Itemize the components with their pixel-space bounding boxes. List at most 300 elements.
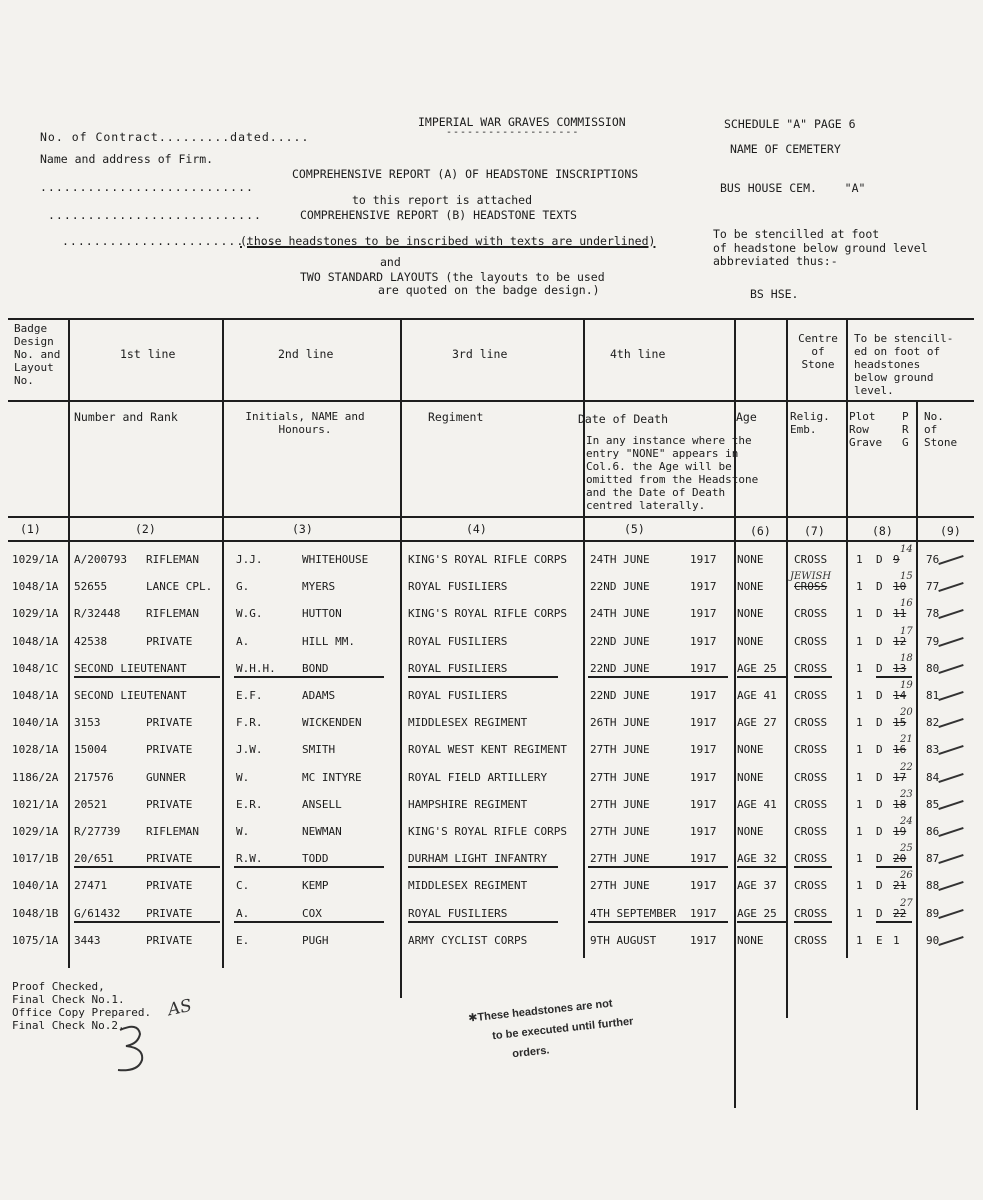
none-note-l3: Col.6. the Age will be: [586, 460, 732, 473]
col-num-2: (2): [135, 522, 156, 536]
relig-cell: CROSS: [794, 934, 828, 947]
stamp-line-3: orders.: [511, 1044, 551, 1061]
year-cell: 1917: [690, 852, 717, 865]
badge-cell: 1048/1A: [12, 635, 59, 648]
stone-no-header-l2: of: [924, 423, 938, 436]
firm-label: Name and address of Firm.: [40, 152, 214, 166]
year-cell: 1917: [690, 635, 717, 648]
none-note-l1: In any instance where the: [586, 434, 752, 447]
year-cell: 1917: [690, 716, 717, 729]
row-cell: D: [876, 798, 883, 811]
date-death-header: Date of Death: [578, 412, 669, 426]
row-cell: D: [876, 852, 883, 865]
age-cell: NONE: [737, 771, 764, 784]
centre-header: [792, 332, 844, 371]
plot-cell: 1: [856, 662, 863, 675]
date-cell: 22ND JUNE: [590, 662, 650, 675]
age-cell: NONE: [737, 934, 764, 947]
rank-cell: RIFLEMAN: [146, 607, 199, 620]
number-cell: 20/651: [74, 852, 114, 865]
grave-cell: 19: [893, 825, 907, 838]
badge-cell: 1017/1B: [12, 852, 59, 865]
regiment-header: Regiment: [428, 410, 484, 424]
row-cell: D: [876, 553, 883, 566]
grave-correction: 26: [900, 870, 913, 881]
name-cell: MC INTYRE: [302, 771, 362, 784]
initials-header-l1: Initials, NAME and: [245, 410, 365, 423]
table-row: [0, 898, 983, 927]
grave-correction: 19: [900, 680, 913, 691]
underline-mark: [234, 921, 384, 923]
initials-cell: W.: [236, 771, 250, 784]
table-colnum-rule: [8, 516, 974, 518]
initials-cell: G.: [236, 580, 250, 593]
stencil-header: [854, 332, 953, 397]
stone-no-header-l3: Stone: [924, 436, 958, 449]
date-cell: 22ND JUNE: [590, 635, 650, 648]
year-cell: 1917: [690, 771, 717, 784]
and-text: and: [380, 255, 401, 269]
date-cell: 26TH JUNE: [590, 716, 650, 729]
underline-mark: [794, 676, 832, 678]
none-note-l4: omitted from the Headstone: [586, 473, 759, 486]
number-cell: 42538: [74, 635, 108, 648]
plot-cell: 1: [856, 771, 863, 784]
badge-cell: 1075/1A: [12, 934, 59, 947]
initials-header-l2: Honours.: [278, 423, 332, 436]
line1-header: 1st line: [120, 347, 176, 361]
table-row: [0, 843, 983, 872]
name-cell: HILL MM.: [302, 635, 355, 648]
rank-cell: PRIVATE: [146, 798, 193, 811]
regiment-cell: ROYAL FUSILIERS: [408, 635, 508, 648]
number-cell: 3153: [74, 716, 101, 729]
stone-cell: 82: [926, 716, 940, 729]
name-cell: BOND: [302, 662, 329, 675]
badge-cell: 1028/1A: [12, 743, 59, 756]
col-num-4: (4): [466, 522, 487, 536]
grave-cell: 18: [893, 798, 907, 811]
stone-cell: 76: [926, 553, 940, 566]
name-cell: KEMP: [302, 879, 329, 892]
rank-cell: PRIVATE: [146, 743, 193, 756]
check-tick-mark: [938, 936, 963, 946]
plot-header: [849, 410, 882, 449]
none-note-l6: centred laterally.: [586, 499, 706, 512]
title-rule: -------------------: [446, 127, 580, 138]
relig-cell: CROSS: [794, 825, 828, 838]
plot-cell: 1: [856, 934, 863, 947]
initials-header: [230, 410, 380, 436]
initials-cell: E.F.: [236, 689, 263, 702]
rank-cell: LANCE CPL.: [146, 580, 213, 593]
underline-mark: [234, 676, 384, 678]
date-cell: 27TH JUNE: [590, 879, 650, 892]
grave-correction: 27: [900, 898, 913, 909]
regiment-cell: KING'S ROYAL RIFLE CORPS: [408, 825, 567, 838]
date-cell: 24TH JUNE: [590, 607, 650, 620]
row-cell: D: [876, 716, 883, 729]
row-cell: D: [876, 635, 883, 648]
plot-cell: 1: [856, 743, 863, 756]
initials-cell: A.: [236, 907, 250, 920]
underline-mark: [588, 866, 728, 868]
table-row: [0, 653, 983, 682]
stencil-header-l4: below ground: [854, 371, 934, 384]
check-tick-mark: [938, 881, 963, 891]
plot-header-l1: Plot: [849, 410, 876, 423]
relig-header: [790, 410, 830, 436]
initials-cell: W.G.: [236, 607, 263, 620]
stone-cell: 78: [926, 607, 940, 620]
plot-cell: 1: [856, 798, 863, 811]
plot-cell: 1: [856, 852, 863, 865]
relig-cell: CROSS: [794, 743, 828, 756]
name-cell: MYERS: [302, 580, 336, 593]
rank-cell: PRIVATE: [146, 716, 193, 729]
rank-cell: RIFLEMAN: [146, 825, 199, 838]
attached-text: to this report is attached: [352, 193, 533, 207]
initials-cell: R.W.: [236, 852, 263, 865]
initials-cell: W.H.H.: [236, 662, 276, 675]
underlined-note: (those headstones to be inscribed with texts are underlined): [240, 234, 656, 248]
col-num-3: (3): [292, 522, 313, 536]
underline-mark: [74, 921, 220, 923]
badge-cell: 1048/1A: [12, 689, 59, 702]
rank-cell: PRIVATE: [146, 934, 193, 947]
relig-header-l2: Emb.: [790, 423, 817, 436]
underline-mark: [588, 921, 728, 923]
year-cell: 1917: [690, 580, 717, 593]
plot-header-l3: Grave: [849, 436, 883, 449]
age-cell: NONE: [737, 607, 764, 620]
stencil-note-2: of headstone below ground level: [713, 241, 928, 255]
badge-cell: 1029/1A: [12, 607, 59, 620]
regiment-cell: DURHAM LIGHT INFANTRY: [408, 852, 548, 865]
date-cell: 27TH JUNE: [590, 771, 650, 784]
cemetery-name: [720, 181, 865, 195]
table-row: [0, 626, 983, 655]
check-tick-mark: [938, 637, 963, 647]
layouts-text-1: TWO STANDARD LAYOUTS (the layouts to be used: [300, 270, 605, 284]
stone-cell: 86: [926, 825, 940, 838]
table-body-rule: [8, 540, 974, 542]
number-cell: 20521: [74, 798, 108, 811]
age-header: Age: [736, 410, 757, 424]
grave-cell: 1: [893, 934, 900, 947]
check-tick-mark: [938, 718, 963, 728]
initials-cell: J.J.: [236, 553, 263, 566]
plot-cell: 1: [856, 879, 863, 892]
badge-header-l3: No. and: [14, 348, 61, 361]
stone-cell: 79: [926, 635, 940, 648]
underline-mark: [737, 866, 787, 868]
checker-initials: AS: [166, 995, 194, 1021]
row-cell: D: [876, 907, 883, 920]
underline-mark: [74, 676, 220, 678]
stone-cell: 83: [926, 743, 940, 756]
check-tick-mark: [938, 773, 963, 783]
name-cell: COX: [302, 907, 322, 920]
underline-mark: [794, 921, 832, 923]
report-b: COMPREHENSIVE REPORT (B) HEADSTONE TEXTS: [300, 208, 577, 222]
centre-header-l1: Centre: [798, 332, 838, 345]
prg-header: [902, 410, 909, 449]
row-cell: E: [876, 934, 883, 947]
year-cell: 1917: [690, 607, 717, 620]
regiment-cell: ROYAL FUSILIERS: [408, 689, 508, 702]
grave-cell: 16: [893, 743, 907, 756]
age-cell: NONE: [737, 580, 764, 593]
underline-mark: [408, 866, 558, 868]
table-row: [0, 707, 983, 736]
grave-cell: 20: [893, 852, 907, 865]
initials-cell: W.: [236, 825, 250, 838]
relig-cell: CROSS: [794, 907, 828, 920]
prg-header-l2: R: [902, 423, 909, 436]
age-cell: AGE 37: [737, 879, 777, 892]
badge-header-l2: Design: [14, 335, 54, 348]
badge-cell: 1048/1C: [12, 662, 59, 675]
number-cell: 3443: [74, 934, 101, 947]
relig-cell: CROSS: [794, 580, 828, 593]
age-cell: AGE 41: [737, 689, 777, 702]
name-cell: WICKENDEN: [302, 716, 362, 729]
name-cell: TODD: [302, 852, 329, 865]
relig-cell: CROSS: [794, 635, 828, 648]
table-row: [0, 680, 983, 709]
final-check-1: Final Check No.1.: [12, 993, 125, 1006]
final-check-2: Final Check No.2.: [12, 1019, 125, 1032]
relig-cell: CROSS: [794, 771, 828, 784]
number-cell: R/27739: [74, 825, 121, 838]
number-cell: R/32448: [74, 607, 121, 620]
regiment-cell: MIDDLESEX REGIMENT: [408, 716, 528, 729]
date-cell: 27TH JUNE: [590, 852, 650, 865]
regiment-cell: KING'S ROYAL RIFLE CORPS: [408, 607, 567, 620]
grave-cell: 10: [893, 580, 907, 593]
date-cell: 27TH JUNE: [590, 798, 650, 811]
layouts-text-2: are quoted on the badge design.): [378, 283, 600, 297]
plot-cell: 1: [856, 580, 863, 593]
date-cell: 9TH AUGUST: [590, 934, 657, 947]
badge-cell: 1029/1A: [12, 825, 59, 838]
schedule-label: [724, 117, 856, 131]
stencil-header-l2: ed on foot of: [854, 345, 941, 358]
name-cell: NEWMAN: [302, 825, 342, 838]
none-note-l2: entry "NONE" appears in: [586, 447, 739, 460]
year-cell: 1917: [690, 553, 717, 566]
plot-cell: 1: [856, 607, 863, 620]
stone-cell: 90: [926, 934, 940, 947]
initials-cell: E.R.: [236, 798, 263, 811]
grave-correction: 16: [900, 598, 913, 609]
year-cell: 1917: [690, 743, 717, 756]
num-rank-header: Number and Rank: [74, 410, 178, 424]
grave-cell: 21: [893, 879, 907, 892]
grave-cell: 22: [893, 907, 907, 920]
initials-cell: C.: [236, 879, 250, 892]
underline-mark: [876, 676, 912, 678]
row-cell: D: [876, 689, 883, 702]
row-cell: D: [876, 580, 883, 593]
schedule-page: 6: [848, 117, 856, 131]
badge-header-l5: No.: [14, 374, 34, 387]
stone-cell: 84: [926, 771, 940, 784]
number-cell: 15004: [74, 743, 108, 756]
table-row: [0, 762, 983, 791]
orders-stamp: [467, 992, 636, 1069]
check-tick-mark: [938, 909, 963, 919]
relig-cell: CROSS: [794, 553, 828, 566]
address-dots-3: ...........................: [62, 234, 276, 248]
schedule-text: SCHEDULE "A" PAGE: [724, 117, 842, 131]
grave-correction: 25: [900, 843, 913, 854]
line2-header: 2nd line: [278, 347, 334, 361]
relig-cell: CROSS: [794, 716, 828, 729]
age-cell: AGE 25: [737, 662, 777, 675]
rank-cell: GUNNER: [146, 771, 186, 784]
check-tick-mark: [938, 800, 963, 810]
date-cell: 27TH JUNE: [590, 743, 650, 756]
row-cell: D: [876, 743, 883, 756]
plot-cell: 1: [856, 825, 863, 838]
name-cell: SMITH: [302, 743, 336, 756]
year-cell: 1917: [690, 907, 717, 920]
grave-correction: 24: [900, 816, 913, 827]
badge-header-l4: Layout: [14, 361, 54, 374]
prg-header-l3: G: [902, 436, 909, 449]
date-cell: 27TH JUNE: [590, 825, 650, 838]
check-tick-mark: [938, 827, 963, 837]
row-cell: D: [876, 771, 883, 784]
cemetery-name-text: BUS HOUSE CEM.: [720, 181, 817, 195]
abbreviation: BS HSE.: [750, 287, 799, 301]
plot-header-l2: Row: [849, 423, 869, 436]
underline-mark: [737, 921, 787, 923]
stone-cell: 89: [926, 907, 940, 920]
table-row: [0, 934, 983, 954]
badge-cell: 1048/1A: [12, 580, 59, 593]
check-tick-mark: [938, 582, 963, 592]
table-row: [0, 571, 983, 600]
date-cell: 4TH SEPTEMBER: [590, 907, 677, 920]
grave-correction: 20: [900, 707, 913, 718]
stamp-line-1: ✱These headstones are not: [467, 997, 614, 1025]
relig-correction: JEWISH: [790, 571, 832, 582]
underline-mark: [74, 866, 220, 868]
grave-cell: 13: [893, 662, 907, 675]
stone-cell: 77: [926, 580, 940, 593]
grave-correction: 18: [900, 653, 913, 664]
initials-cell: E.: [236, 934, 250, 947]
initials-cell: A.: [236, 635, 250, 648]
checker-signature: [108, 1022, 158, 1078]
prg-header-l1: P: [902, 410, 909, 423]
line4-header: 4th line: [610, 347, 666, 361]
plot-cell: 1: [856, 635, 863, 648]
centre-header-l3: Stone: [801, 358, 835, 371]
table-header-rule: [8, 400, 974, 402]
address-dots-2: ...........................: [48, 208, 262, 222]
age-cell: NONE: [737, 553, 764, 566]
grave-correction: 21: [900, 734, 913, 745]
col-num-6: (6): [750, 524, 771, 538]
commission-title: IMPERIAL WAR GRAVES COMMISSION: [418, 115, 626, 129]
grave-cell: 14: [893, 689, 907, 702]
relig-cell: CROSS: [794, 662, 828, 675]
rank-cell: PRIVATE: [146, 852, 193, 865]
badge-header: [14, 322, 60, 387]
stone-cell: 88: [926, 879, 940, 892]
number-cell: A/200793: [74, 553, 127, 566]
grave-cell: 11: [893, 607, 907, 620]
cemetery-label: NAME OF CEMETERY: [730, 142, 841, 156]
relig-header-l1: Relig.: [790, 410, 830, 423]
grave-cell: 17: [893, 771, 907, 784]
stamp-line-2: to be executed until further: [491, 1015, 634, 1043]
underline-mark: [408, 921, 558, 923]
plot-cell: 1: [856, 553, 863, 566]
regiment-cell: HAMPSHIRE REGIMENT: [408, 798, 528, 811]
row-cell: D: [876, 662, 883, 675]
regiment-cell: ROYAL FIELD ARTILLERY: [408, 771, 548, 784]
col-num-7: (7): [804, 524, 825, 538]
table-row: [0, 789, 983, 818]
col-num-8: (8): [872, 524, 893, 538]
plot-cell: 1: [856, 689, 863, 702]
grave-correction: 22: [900, 762, 913, 773]
stencil-note-3: abbreviated thus:-: [713, 254, 838, 268]
underline-mark: [408, 676, 558, 678]
check-tick-mark: [938, 691, 963, 701]
regiment-cell: ROYAL FUSILIERS: [408, 662, 508, 675]
report-a: COMPREHENSIVE REPORT (A) OF HEADSTONE INSCRIPTIONS: [292, 167, 639, 181]
regiment-cell: KING'S ROYAL RIFLE CORPS: [408, 553, 567, 566]
age-cell: NONE: [737, 825, 764, 838]
age-cell: AGE 25: [737, 907, 777, 920]
stone-cell: 85: [926, 798, 940, 811]
rank-cell: PRIVATE: [146, 907, 193, 920]
underline-mark: [876, 921, 912, 923]
number-cell: 52655: [74, 580, 108, 593]
regiment-cell: MIDDLESEX REGIMENT: [408, 879, 528, 892]
check-tick-mark: [938, 745, 963, 755]
year-cell: 1917: [690, 689, 717, 702]
rank-cell: PRIVATE: [146, 879, 193, 892]
badge-cell: 1021/1A: [12, 798, 59, 811]
grave-correction: 15: [900, 571, 913, 582]
rank-cell: PRIVATE: [146, 635, 193, 648]
table-row: [0, 870, 983, 899]
number-cell: SECOND LIEUTENANT: [74, 689, 187, 702]
table-top-rule: [8, 318, 974, 320]
check-tick-mark: [938, 609, 963, 619]
stone-no-header-l1: No.: [924, 410, 944, 423]
underline-mark: [794, 866, 832, 868]
grave-correction: 23: [900, 789, 913, 800]
badge-cell: 1040/1A: [12, 716, 59, 729]
year-cell: 1917: [690, 934, 717, 947]
badge-cell: 1029/1A: [12, 553, 59, 566]
date-cell: 22ND JUNE: [590, 580, 650, 593]
table-row: [0, 598, 983, 627]
name-cell: WHITEHOUSE: [302, 553, 369, 566]
number-cell: G/61432: [74, 907, 121, 920]
stone-cell: 80: [926, 662, 940, 675]
plot-cell: 1: [856, 907, 863, 920]
badge-cell: 1040/1A: [12, 879, 59, 892]
